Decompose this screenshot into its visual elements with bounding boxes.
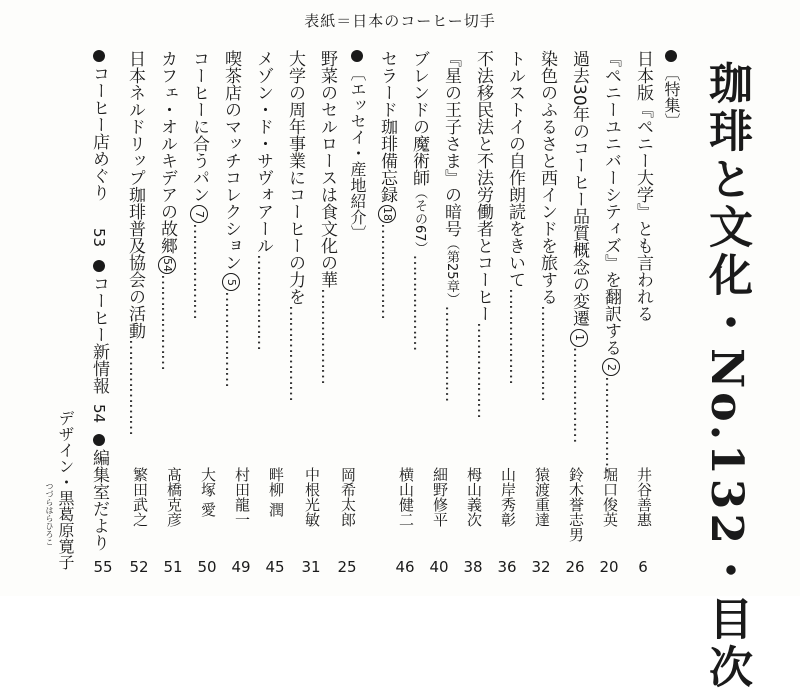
page-title: 珈琲と文化・No.132・目次 — [701, 60, 752, 692]
author-name: 栂山義次 — [465, 467, 483, 527]
page-number: 46 — [395, 558, 415, 576]
page-number: 36 — [497, 558, 517, 576]
author-name: 猿渡重達 — [533, 467, 551, 527]
author-name: 井谷善惠 — [635, 467, 653, 527]
bullet-icon — [93, 434, 105, 446]
toc-entry[interactable]: 染色のふるさと西インドを旅する……………… — [537, 50, 557, 401]
author-name: 中根光敏 — [303, 467, 321, 527]
toc-entry[interactable]: トルストイの自作朗読をきいて……………… — [505, 50, 525, 384]
toc-entry[interactable]: 不法移民法と不法労働者とコーヒー……………… — [473, 50, 493, 418]
toc-entry[interactable]: 『星の王子さま』の暗号（第25章）……………… — [441, 50, 461, 402]
cover-caption: 表紙＝日本のコーヒー切手 — [304, 12, 496, 30]
page-number: 20 — [599, 558, 619, 576]
toc-entry[interactable]: 過去30年のコーヒー品質概念の変遷1……………… — [569, 50, 589, 443]
page-number: 49 — [231, 558, 251, 576]
page-number: 50 — [197, 558, 217, 576]
bullet-icon — [665, 50, 677, 62]
page-number: 40 — [429, 558, 449, 576]
bullet-icon — [93, 50, 105, 62]
page-number: 38 — [463, 558, 483, 576]
page-number: 31 — [301, 558, 321, 576]
toc-entry-editor-note[interactable]: 編集室だより — [88, 434, 110, 554]
toc-entry[interactable]: 『ペニーユニバーシティズ』を翻訳する2……………… — [601, 50, 621, 472]
toc-entry[interactable]: セラード珈琲備忘録18……………… — [377, 50, 397, 319]
author-name: 鈴木誉志男 — [567, 467, 585, 542]
author-name: 堀口俊英 — [601, 467, 619, 527]
toc-entry[interactable]: ブレンドの魔術師（その67）……………… — [409, 50, 429, 351]
toc-entry-news[interactable]: コーヒー新情報 — [88, 260, 110, 400]
author-name: 横山健二 — [397, 467, 415, 527]
bullet-icon — [93, 260, 105, 272]
author-name: 村田龍一 — [233, 467, 251, 527]
page-number: 45 — [265, 558, 285, 576]
bullet-icon — [351, 50, 363, 62]
section-heading-essay: 〔エッセイ・産地紹介〕 — [346, 50, 369, 241]
author-name: 髙橋克彦 — [165, 467, 183, 527]
author-name: 山岸秀彰 — [499, 467, 517, 527]
toc-entry[interactable]: カフェ・オルキデアの故郷54……………… — [157, 50, 177, 370]
toc-entry[interactable]: 日本ネルドリップ珈琲普及協会の活動……………… — [125, 50, 145, 435]
section-heading-tokushu: 〔特集〕 — [660, 50, 683, 129]
page-number: 53 — [90, 228, 108, 248]
author-name: 大塚 愛 — [199, 467, 217, 517]
author-name: 岡希太郎 — [339, 467, 357, 527]
toc-entry[interactable]: 野菜のセルロースは食文化の華……………… — [317, 50, 337, 384]
table-of-contents — [40, 42, 760, 692]
page-number: 32 — [531, 558, 551, 576]
toc-entry[interactable]: コーヒーに合うパン7……………… — [189, 50, 209, 319]
page-number: 52 — [129, 558, 149, 576]
toc-entry-shop-tour[interactable]: コーヒー店めぐり — [88, 50, 110, 210]
design-credit-ruby: つづらはらひろこ — [45, 482, 54, 546]
toc-entry[interactable]: 日本版『ペニー大学』とも言われる — [633, 50, 653, 322]
page-number: 51 — [163, 558, 183, 576]
toc-entry[interactable]: 大学の周年事業にコーヒーの力を……………… — [285, 50, 305, 401]
author-name: 畔柳 潤 — [267, 467, 285, 517]
page-number: 6 — [638, 558, 648, 576]
page-number: 26 — [565, 558, 585, 576]
page-number: 54 — [90, 404, 108, 424]
page-number: 25 — [337, 558, 357, 576]
toc-entry[interactable]: 喫茶店のマッチコレクション5……………… — [221, 50, 241, 387]
design-credit: デザイン・黒葛原寛子 — [56, 410, 75, 570]
page-number: 55 — [93, 558, 113, 576]
toc-entry[interactable]: メゾン・ド・サヴォアール……………… — [253, 50, 273, 350]
author-name: 細野修平 — [431, 467, 449, 527]
author-name: 繁田武之 — [131, 467, 149, 527]
